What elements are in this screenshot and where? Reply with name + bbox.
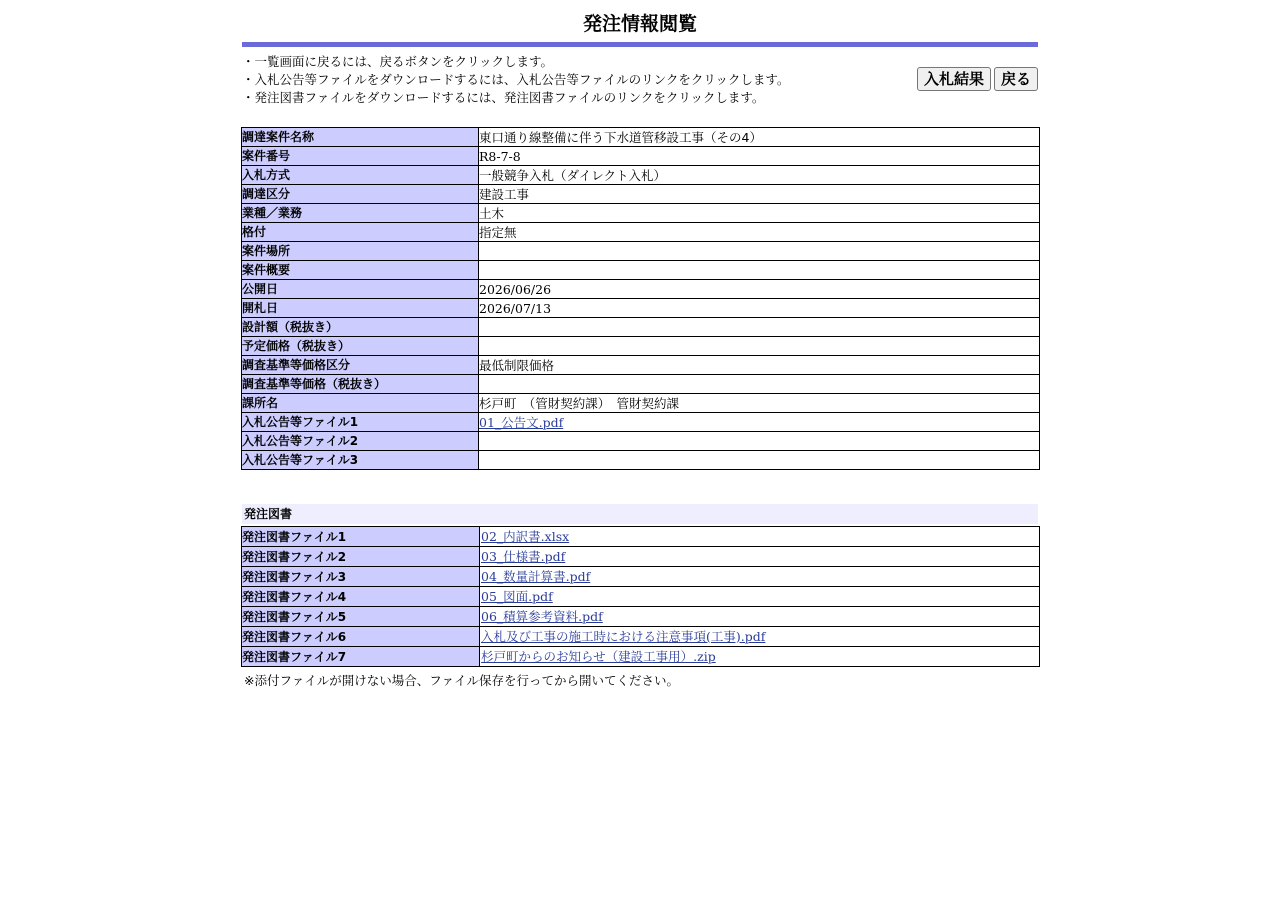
row-value bbox=[479, 337, 1040, 356]
row-label: 発注図書ファイル5 bbox=[242, 607, 480, 627]
row-label: 発注図書ファイル4 bbox=[242, 587, 480, 607]
instruction-line: ・入札公告等ファイルをダウンロードするには、入札公告等ファイルのリンクをクリックします。 bbox=[242, 72, 790, 87]
row-label: 発注図書ファイル7 bbox=[242, 647, 480, 667]
row-value bbox=[479, 318, 1040, 337]
table-row bbox=[242, 432, 1040, 451]
row-label: 発注図書ファイル2 bbox=[242, 547, 480, 567]
row-label: 公開日 bbox=[242, 280, 479, 299]
page-container bbox=[242, 0, 1038, 689]
row-label: 入札公告等ファイル3 bbox=[242, 451, 479, 470]
attachment-note: ※添付ファイルが開けない場合、ファイル保存を行ってから開いてください。 bbox=[244, 673, 679, 688]
row-value bbox=[480, 647, 1040, 667]
bid-result-button[interactable]: 入札結果 bbox=[917, 67, 991, 91]
row-value: R8-7-8 bbox=[479, 147, 1040, 166]
section-spacer bbox=[242, 470, 1038, 504]
table-row bbox=[242, 587, 1040, 607]
row-value bbox=[479, 451, 1040, 470]
row-label: 業種／業務 bbox=[242, 204, 479, 223]
table-row bbox=[242, 204, 1040, 223]
action-buttons bbox=[917, 67, 1038, 91]
table-row bbox=[242, 337, 1040, 356]
table-row bbox=[242, 451, 1040, 470]
table-row bbox=[242, 627, 1040, 647]
drawings-table bbox=[241, 526, 1040, 667]
row-value: 2026/07/13 bbox=[479, 299, 1040, 318]
table-row bbox=[242, 567, 1040, 587]
page-title: 発注情報閲覧 bbox=[582, 13, 697, 35]
table-row bbox=[242, 647, 1040, 667]
row-value bbox=[479, 261, 1040, 280]
row-value: 最低制限価格 bbox=[479, 356, 1040, 375]
row-value bbox=[479, 413, 1040, 432]
row-value bbox=[479, 242, 1040, 261]
instruction-area bbox=[242, 47, 1038, 127]
row-label: 予定価格（税抜き） bbox=[242, 337, 479, 356]
row-value bbox=[479, 432, 1040, 451]
row-value: 土木 bbox=[479, 204, 1040, 223]
table-row bbox=[242, 413, 1040, 432]
table-row bbox=[242, 356, 1040, 375]
row-value: 指定無 bbox=[479, 223, 1040, 242]
row-value: 杉戸町 （管財契約課） 管財契約課 bbox=[479, 394, 1040, 413]
table-row bbox=[242, 128, 1040, 147]
row-label: 開札日 bbox=[242, 299, 479, 318]
row-label: 調達区分 bbox=[242, 185, 479, 204]
table-row bbox=[242, 299, 1040, 318]
row-label: 調達案件名称 bbox=[242, 128, 479, 147]
back-button[interactable]: 戻る bbox=[994, 67, 1038, 91]
drawing-file-link[interactable]: 03_仕様書.pdf bbox=[481, 548, 566, 564]
drawing-file-link[interactable]: 06_積算参考資料.pdf bbox=[481, 608, 603, 624]
row-label: 発注図書ファイル1 bbox=[242, 527, 480, 547]
instruction-line: ・一覧画面に戻るには、戻るボタンをクリックします。 bbox=[242, 54, 554, 69]
notice-file-link[interactable]: 01_公告文.pdf bbox=[479, 414, 564, 430]
row-label: 設計額（税抜き） bbox=[242, 318, 479, 337]
row-value bbox=[479, 375, 1040, 394]
drawing-file-link[interactable]: 02_内訳書.xlsx bbox=[481, 528, 570, 544]
row-value bbox=[480, 567, 1040, 587]
drawing-file-link[interactable]: 入札及び工事の施工時における注意事項(工事).pdf bbox=[481, 628, 766, 644]
drawings-section-heading: 発注図書 bbox=[242, 504, 1038, 524]
row-label: 課所名 bbox=[242, 394, 479, 413]
row-value: 建設工事 bbox=[479, 185, 1040, 204]
row-label: 発注図書ファイル6 bbox=[242, 627, 480, 647]
order-info-table bbox=[241, 127, 1040, 470]
drawing-file-link[interactable]: 杉戸町からのお知らせ（建設工事用）.zip bbox=[481, 648, 716, 664]
row-value bbox=[480, 627, 1040, 647]
table-row bbox=[242, 318, 1040, 337]
table-row bbox=[242, 394, 1040, 413]
row-label: 入札公告等ファイル2 bbox=[242, 432, 479, 451]
row-label: 案件番号 bbox=[242, 147, 479, 166]
drawing-file-link[interactable]: 05_図面.pdf bbox=[481, 588, 553, 604]
table-row bbox=[242, 185, 1040, 204]
row-label: 格付 bbox=[242, 223, 479, 242]
row-value bbox=[480, 547, 1040, 567]
table-row bbox=[242, 607, 1040, 627]
table-row bbox=[242, 375, 1040, 394]
table-row bbox=[242, 166, 1040, 185]
row-label: 入札方式 bbox=[242, 166, 479, 185]
instructions bbox=[242, 53, 789, 107]
drawing-file-link[interactable]: 04_数量計算書.pdf bbox=[481, 568, 591, 584]
row-value: 東口通り線整備に伴う下水道管移設工事（その4） bbox=[479, 128, 1040, 147]
row-label: 発注図書ファイル3 bbox=[242, 567, 480, 587]
table-row bbox=[242, 261, 1040, 280]
table-row bbox=[242, 147, 1040, 166]
row-label: 案件場所 bbox=[242, 242, 479, 261]
row-value bbox=[480, 587, 1040, 607]
row-value bbox=[480, 607, 1040, 627]
table-row bbox=[242, 280, 1040, 299]
row-label: 案件概要 bbox=[242, 261, 479, 280]
row-value: 一般競争入札（ダイレクト入札） bbox=[479, 166, 1040, 185]
instruction-line: ・発注図書ファイルをダウンロードするには、発注図書ファイルのリンクをクリックします。 bbox=[242, 90, 765, 105]
row-label: 調査基準等価格（税抜き） bbox=[242, 375, 479, 394]
row-label: 入札公告等ファイル1 bbox=[242, 413, 479, 432]
row-value bbox=[480, 527, 1040, 547]
table-row bbox=[242, 547, 1040, 567]
table-row bbox=[242, 242, 1040, 261]
row-label: 調査基準等価格区分 bbox=[242, 356, 479, 375]
row-value: 2026/06/26 bbox=[479, 280, 1040, 299]
table-row bbox=[242, 223, 1040, 242]
table-row bbox=[242, 527, 1040, 547]
